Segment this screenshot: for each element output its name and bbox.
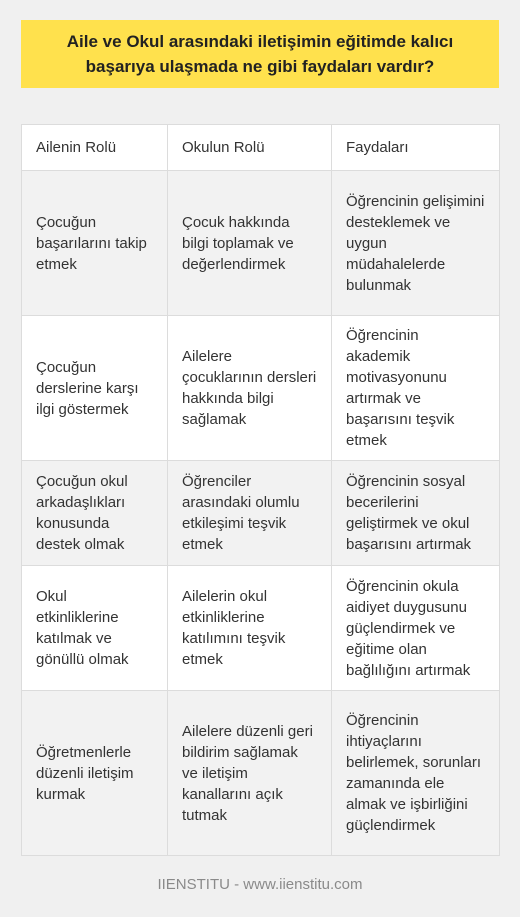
title-banner [21, 20, 499, 88]
table-row [22, 691, 500, 856]
table-header-row [22, 125, 500, 171]
family-role-cell: Öğretmenlerle düzenli iletişim kurmak [22, 691, 168, 856]
school-role-cell: Ailelere çocuklarının dersleri hakkında bilgi sağlamak [168, 316, 332, 461]
benefit-cell: Öğrencinin sosyal becerilerini geliştirmek ve okul başarısını artırmak [332, 461, 500, 566]
benefit-cell: Öğrencinin gelişimini desteklemek ve uygun müdahalelerde bulunmak [332, 171, 500, 316]
benefit-cell: Öğrencinin okula aidiyet duygusunu güçlendirmek ve eğitime olan bağlılığını artırmak [332, 566, 500, 691]
school-role-cell: Öğrenciler arasındaki olumlu etkileşimi teşvik etmek [168, 461, 332, 566]
table-row [22, 171, 500, 316]
comparison-table [21, 124, 500, 856]
family-role-cell: Çocuğun okul arkadaşlıkları konusunda destek olmak [22, 461, 168, 566]
page-title: Aile ve Okul arasındaki iletişimin eğitimde kalıcı başarıya ulaşmada ne gibi faydaları vardır? [66, 32, 454, 76]
school-role-cell: Ailelere düzenli geri bildirim sağlamak ve iletişim kanallarını açık tutmak [168, 691, 332, 856]
footer-credit: IIENSTITU - www.iienstitu.com [157, 876, 363, 893]
family-role-cell: Çocuğun derslerine karşı ilgi göstermek [22, 316, 168, 461]
table-row [22, 461, 500, 566]
table-row [22, 566, 500, 691]
header-benefits: Faydaları [332, 125, 500, 171]
benefit-cell: Öğrencinin akademik motivasyonunu artırmak ve başarısını teşvik etmek [332, 316, 500, 461]
school-role-cell: Çocuk hakkında bilgi toplamak ve değerlendirmek [168, 171, 332, 316]
family-role-cell: Çocuğun başarılarını takip etmek [22, 171, 168, 316]
benefit-cell: Öğrencinin ihtiyaçlarını belirlemek, sorunları zamanında ele almak ve işbirliğini güçlendirmek [332, 691, 500, 856]
table-row [22, 316, 500, 461]
header-school-role: Okulun Rolü [168, 125, 332, 171]
school-role-cell: Ailelerin okul etkinliklerine katılımını teşvik etmek [168, 566, 332, 691]
header-family-role: Ailenin Rolü [22, 125, 168, 171]
family-role-cell: Okul etkinliklerine katılmak ve gönüllü olmak [22, 566, 168, 691]
